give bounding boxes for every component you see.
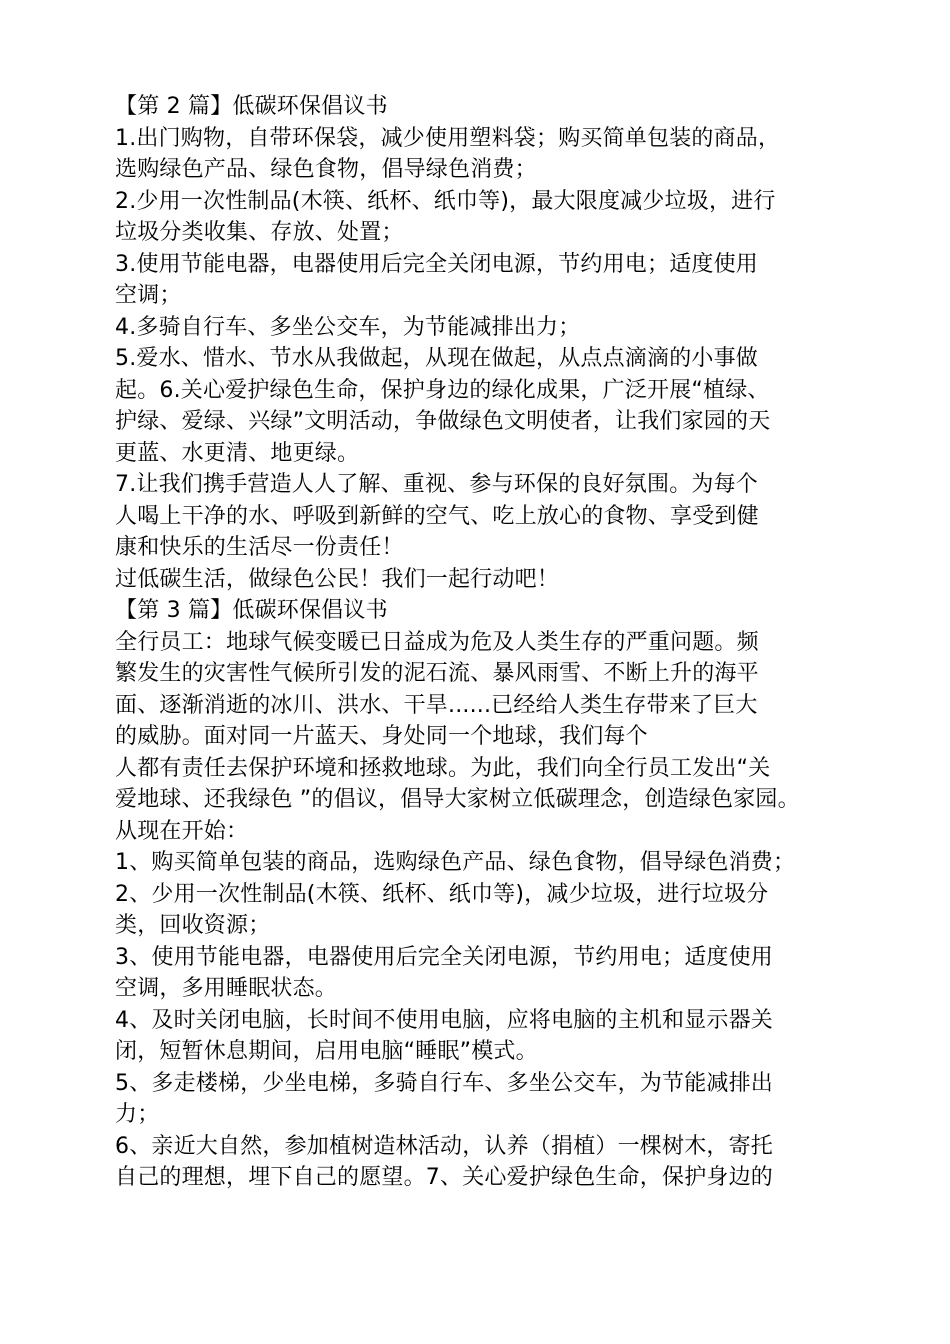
- text-line: 空调，多用睡眠状态。: [115, 976, 338, 1001]
- text-line: 选购绿色产品、绿色食物，倡导绿色消费；: [115, 157, 537, 182]
- text-line: 1、购买简单包装的商品，选购绿色产品、绿色食物，倡导绿色消费；: [115, 850, 796, 875]
- text-line: 5.爱水、惜水、节水从我做起，从现在做起，从点点滴滴的小事做: [115, 346, 758, 371]
- text-line: 人喝上干净的水、呼吸到新鲜的空气、吃上放心的食物、享受到健: [115, 503, 759, 529]
- text-line: 自己的理想，埋下自己的愿望。7、关心爱护绿色生命，保护身边的: [115, 1165, 773, 1190]
- section-3-heading: 【第 3 篇】低碳环保倡议书: [115, 598, 388, 623]
- text-line: 人都有责任去保护环境和拯救地球。为此，我们向全行员工发出“关: [115, 755, 771, 781]
- text-line: 的威胁。面对同一片蓝天、身处同一个地球，我们每个: [115, 724, 648, 749]
- text-line: 过低碳生活，做绿色公民！我们一起行动吧！: [115, 566, 560, 592]
- text-line: 全行员工：地球气候变暖已日益成为危及人类生存的严重问题。频: [115, 629, 759, 655]
- text-line: 闭，短暂休息期间，启用电脑“睡眠”模式。: [115, 1039, 538, 1064]
- text-line: 爱地球、还我绿色 ”的倡议，倡导大家树立低碳理念，创造绿色家园。: [115, 787, 800, 812]
- text-line: 起。6.关心爱护绿色生命，保护身边的绿化成果，广泛开展“植绿、: [115, 377, 770, 403]
- text-line: 3.使用节能电器，电器使用后完全关闭电源，节约用电；适度使用: [115, 251, 758, 277]
- text-line: 护绿、爱绿、兴绿”文明活动，争做绿色文明使者，让我们家园的天: [115, 409, 771, 434]
- text-line: 类，回收资源；: [115, 913, 271, 938]
- text-line: 力；: [115, 1102, 160, 1127]
- text-line: 2.少用一次性制品(木筷、纸杯、纸巾等)，最大限度减少垃圾，进行: [115, 188, 776, 214]
- text-line: 6、亲近大自然，参加植树造林活动，认养（捐植）一棵树木，寄托: [115, 1133, 773, 1159]
- text-line: 4.多骑自行车、多坐公交车，为节能减排出力；: [115, 314, 581, 340]
- section-2-heading: 【第 2 篇】低碳环保倡议书: [115, 94, 388, 119]
- text-line: 5、多走楼梯，少坐电梯，多骑自行车、多坐公交车，为节能减排出: [115, 1070, 773, 1096]
- text-line: 3、使用节能电器，电器使用后完全关闭电源，节约用电；适度使用: [115, 944, 773, 970]
- text-line: 面、逐渐消逝的冰川、洪水、干旱......已经给人类生存带来了巨大: [115, 692, 758, 718]
- text-line: 2、少用一次性制品(木筷、纸杯、纸巾等)，减少垃圾，进行垃圾分: [115, 881, 769, 907]
- text-line: 空调；: [115, 283, 182, 308]
- text-line: 1.出门购物，自带环保袋，减少使用塑料袋；购买简单包装的商品，: [115, 125, 781, 151]
- text-line: 繁发生的灾害性气候所引发的泥石流、暴风雨雪、不断上升的海平: [115, 661, 759, 686]
- text-line: 垃圾分类收集、存放、处置；: [115, 220, 404, 245]
- text-line: 康和快乐的生活尽一份责任！: [115, 535, 404, 560]
- text-line: 7.让我们携手营造人人了解、重视、参与环保的良好氛围。为每个: [115, 472, 758, 497]
- text-line: 更蓝、水更清、地更绿。: [115, 440, 360, 466]
- text-line: 4、及时关闭电脑，长时间不使用电脑，应将电脑的主机和显示器关: [115, 1007, 773, 1033]
- text-line: 从现在开始：: [115, 818, 249, 844]
